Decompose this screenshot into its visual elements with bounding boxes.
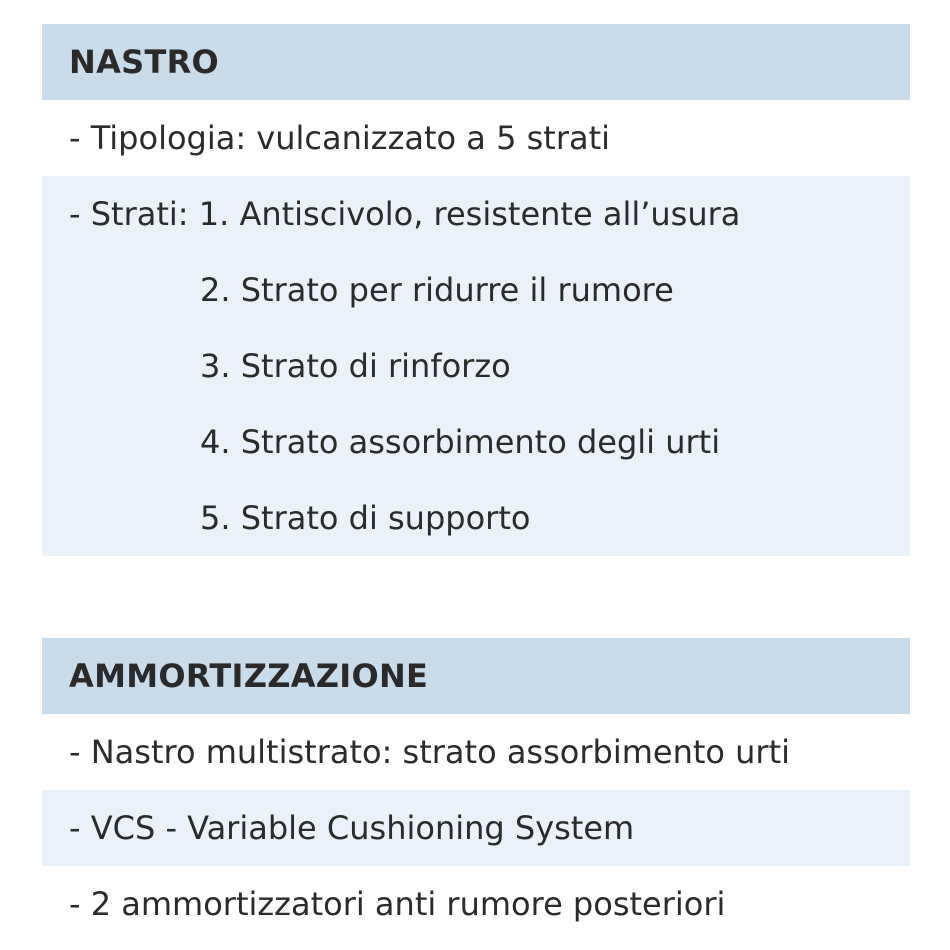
- strati-row-3: 3. Strato di rinforzo: [200, 347, 511, 385]
- strati-row-4: 4. Strato assorbimento degli urti: [200, 423, 721, 461]
- ammortizzazione-header: AMMORTIZZAZIONE: [42, 638, 910, 714]
- ammortizzazione-row-1: - Nastro multistrato: strato assorbimento urti: [42, 714, 910, 790]
- ammortizzazione-spec-table: [42, 638, 910, 942]
- nastro-spec-table: [42, 24, 910, 556]
- tipologia-row: - Tipologia: vulcanizzato a 5 strati: [42, 100, 910, 176]
- nastro-header: NASTRO: [42, 24, 910, 100]
- ammortizzazione-row-2: - VCS - Variable Cushioning System: [42, 790, 910, 866]
- strati-row-2: 2. Strato per ridurre il rumore: [200, 271, 674, 309]
- ammortizzazione-row-3: - 2 ammortizzatori anti rumore posteriori: [42, 866, 910, 942]
- strati-row-5: 5. Strato di supporto: [200, 499, 531, 537]
- strati-row-1: - Strati: 1. Antiscivolo, resistente all’usura: [69, 195, 741, 233]
- strati-block: [42, 176, 910, 556]
